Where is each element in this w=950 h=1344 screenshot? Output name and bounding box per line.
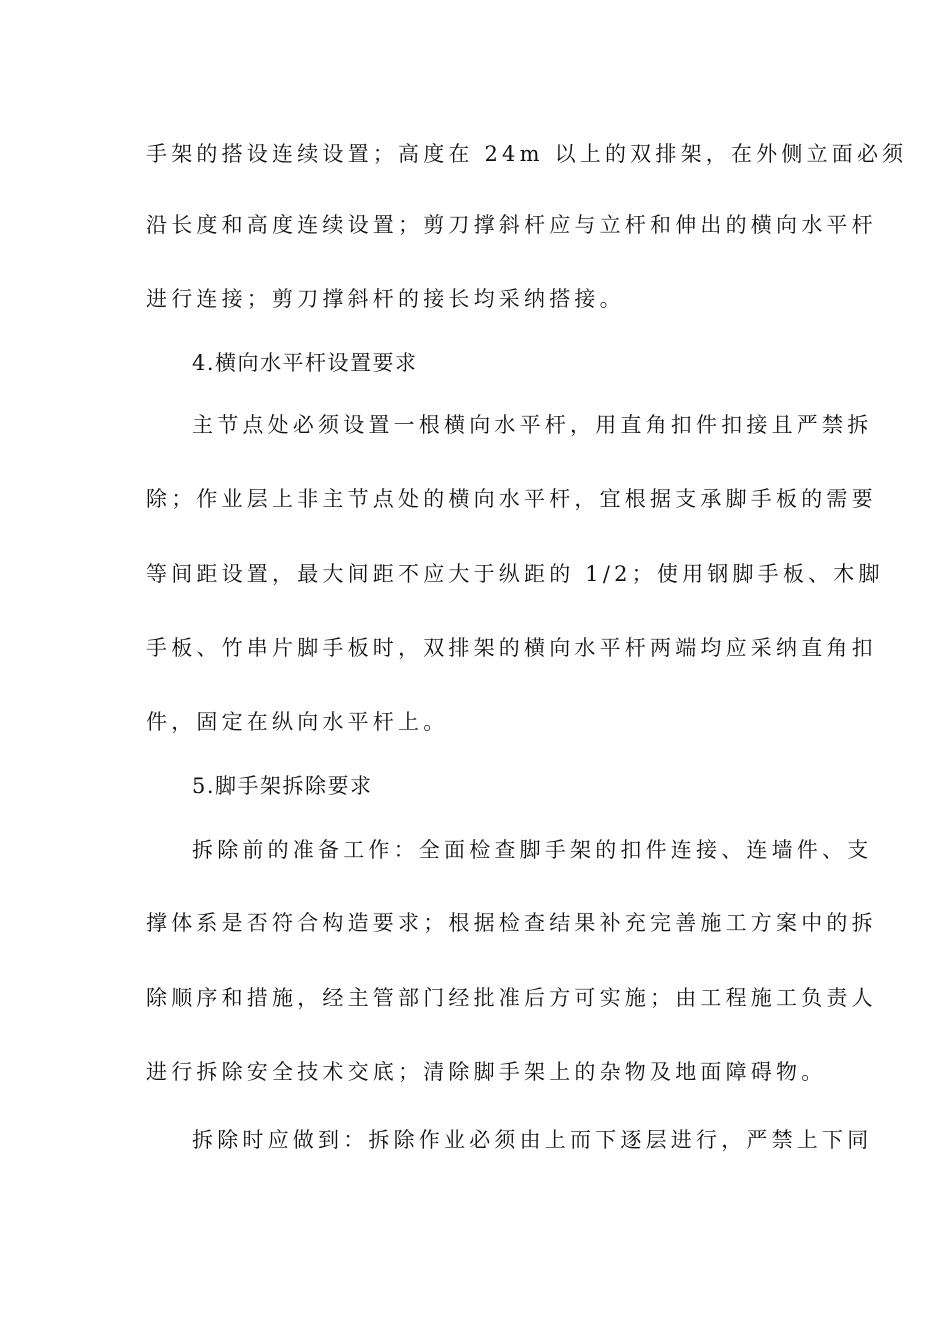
paragraph-line: 进行连接；剪刀撑斜杆的接长均采纳搭接。 [146, 287, 625, 311]
paragraph-line: 件，固定在纵向水平杆上。 [146, 710, 449, 734]
paragraph-line: 撑体系是否符合构造要求；根据检查结果补充完善施工方案中的拆 [146, 911, 877, 935]
paragraph-line: 进行拆除安全技术交底；清除脚手架上的杂物及地面障碍物。 [146, 1060, 827, 1084]
paragraph-line: 拆除前的准备工作：全面检查脚手架的扣件连接、连墙件、支 [192, 838, 873, 862]
paragraph-line: 手板、竹串片脚手板时，双排架的横向水平杆两端均应采纳直角扣 [146, 636, 877, 660]
paragraph-line: 拆除时应做到：拆除作业必须由上而下逐层进行，严禁上下同 [192, 1128, 873, 1152]
paragraph-line: 手架的搭设连续设置；高度在 24m 以上的双排架，在外侧立面必须 [146, 142, 908, 166]
paragraph-line: 除顺序和措施，经主管部门经批准后方可实施；由工程施工负责人 [146, 986, 877, 1010]
section-heading: 5.脚手架拆除要求 [192, 774, 373, 798]
section-heading: 4.横向水平杆设置要求 [192, 351, 418, 375]
paragraph-line: 除；作业层上非主节点处的横向水平杆，宜根据支承脚手板的需要 [146, 487, 877, 511]
paragraph-line: 等间距设置，最大间距不应大于纵距的 1/2；使用钢脚手板、木脚 [146, 562, 884, 586]
paragraph-line: 主节点处必须设置一根横向水平杆，用直角扣件扣接且严禁拆 [192, 413, 873, 437]
paragraph-line: 沿长度和高度连续设置；剪刀撑斜杆应与立杆和伸出的横向水平杆 [146, 213, 877, 237]
